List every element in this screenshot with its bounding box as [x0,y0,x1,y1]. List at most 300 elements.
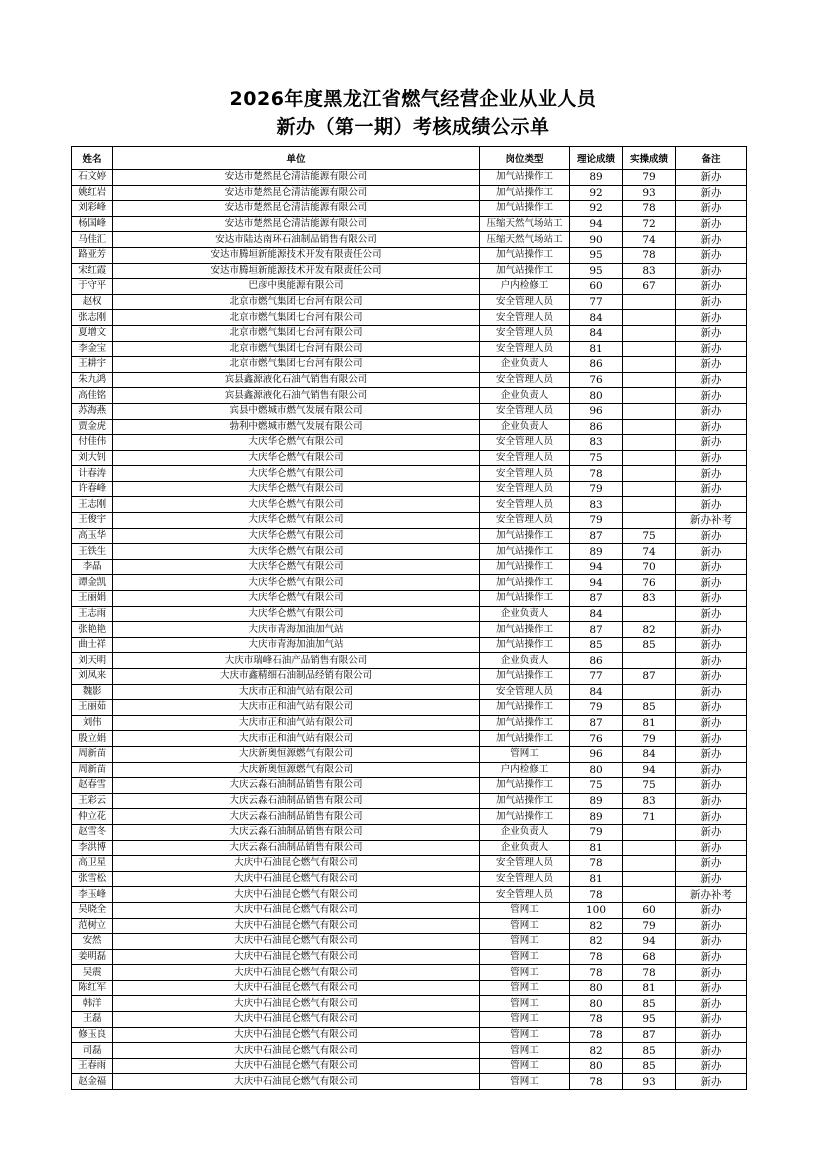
cell-note: 新办 [676,637,747,653]
cell-name: 刘大钊 [72,450,113,466]
cell-unit: 大庆市瑞峰石油产品销售有限公司 [113,653,480,669]
cell-theory-score: 83 [570,497,623,513]
cell-name: 张志刚 [72,310,113,326]
table-row [72,403,747,419]
cell-note: 新办 [676,481,747,497]
cell-note: 新办补考 [676,513,747,529]
cell-practice-score: 75 [623,528,676,544]
cell-theory-score: 95 [570,263,623,279]
cell-position: 管网工 [480,918,570,934]
cell-theory-score: 83 [570,435,623,451]
cell-unit: 安达市腾垣新能源技术开发有限责任公司 [113,263,480,279]
cell-practice-score: 74 [623,544,676,560]
cell-unit: 大庆中石油昆仑燃气有限公司 [113,934,480,950]
cell-note: 新办 [676,544,747,560]
cell-note: 新办 [676,669,747,685]
table-row [72,715,747,731]
table-row [72,996,747,1012]
cell-practice-score [623,294,676,310]
cell-position: 安全管理人员 [480,294,570,310]
table-row [72,949,747,965]
cell-name: 王丽娟 [72,591,113,607]
cell-position: 加气站操作工 [480,544,570,560]
cell-name: 司磊 [72,1043,113,1059]
cell-practice-score: 83 [623,793,676,809]
cell-unit: 大庆中石油昆仑燃气有限公司 [113,980,480,996]
table-row [72,778,747,794]
cell-unit: 大庆华仑燃气有限公司 [113,466,480,482]
cell-note: 新办 [676,606,747,622]
cell-theory-score: 81 [570,871,623,887]
cell-note: 新办 [676,232,747,248]
table-row [72,575,747,591]
cell-theory-score: 82 [570,918,623,934]
cell-practice-score [623,419,676,435]
cell-position: 压缩天然气场站工 [480,232,570,248]
score-table [71,146,747,1090]
cell-name: 刘伟 [72,715,113,731]
cell-position: 安全管理人员 [480,435,570,451]
cell-theory-score: 84 [570,684,623,700]
cell-theory-score: 87 [570,715,623,731]
table-row [72,294,747,310]
cell-unit: 安达市楚然昆仑清洁能源有限公司 [113,170,480,186]
cell-practice-score [623,388,676,404]
cell-note: 新办 [676,809,747,825]
cell-theory-score: 87 [570,528,623,544]
table-row [72,622,747,638]
cell-position: 加气站操作工 [480,700,570,716]
cell-practice-score [623,450,676,466]
cell-theory-score: 86 [570,419,623,435]
cell-note: 新办 [676,185,747,201]
cell-position: 管网工 [480,1043,570,1059]
cell-position: 安全管理人员 [480,481,570,497]
cell-theory-score: 79 [570,700,623,716]
cell-name: 魏影 [72,684,113,700]
cell-position: 安全管理人员 [480,450,570,466]
cell-unit: 大庆华仑燃气有限公司 [113,528,480,544]
header-practice-score: 实操成绩 [623,147,676,170]
table-row [72,871,747,887]
cell-name: 姜明磊 [72,949,113,965]
cell-position: 管网工 [480,902,570,918]
cell-note: 新办 [676,528,747,544]
cell-unit: 北京市燃气集团七台河有限公司 [113,341,480,357]
cell-name: 王磊 [72,1012,113,1028]
cell-name: 石文婷 [72,170,113,186]
table-row [72,684,747,700]
cell-note: 新办 [676,731,747,747]
cell-practice-score: 81 [623,715,676,731]
cell-position: 安全管理人员 [480,466,570,482]
table-row [72,216,747,232]
cell-unit: 大庆新奥恒源燃气有限公司 [113,746,480,762]
cell-practice-score: 79 [623,918,676,934]
cell-unit: 大庆华仑燃气有限公司 [113,497,480,513]
cell-practice-score [623,606,676,622]
cell-position: 企业负责人 [480,824,570,840]
cell-practice-score [623,856,676,872]
cell-theory-score: 75 [570,778,623,794]
table-row [72,528,747,544]
cell-theory-score: 94 [570,559,623,575]
cell-note: 新办 [676,388,747,404]
cell-theory-score: 86 [570,653,623,669]
cell-name: 李洪博 [72,840,113,856]
table-row [72,669,747,685]
cell-unit: 大庆中石油昆仑燃气有限公司 [113,871,480,887]
cell-position: 安全管理人员 [480,871,570,887]
cell-theory-score: 76 [570,372,623,388]
table-row [72,372,747,388]
cell-practice-score: 72 [623,216,676,232]
cell-name: 夏增文 [72,325,113,341]
cell-name: 王志雨 [72,606,113,622]
cell-name: 赵金福 [72,1074,113,1090]
cell-name: 刘凤来 [72,669,113,685]
cell-practice-score: 78 [623,201,676,217]
cell-name: 于守平 [72,279,113,295]
cell-note: 新办 [676,1043,747,1059]
cell-unit: 宾县鑫源液化石油气销售有限公司 [113,372,480,388]
table-row [72,637,747,653]
cell-note: 新办 [676,403,747,419]
cell-note: 新办 [676,762,747,778]
cell-unit: 巴彦中奥能源有限公司 [113,279,480,295]
cell-unit: 大庆市正和油气站有限公司 [113,715,480,731]
cell-unit: 北京市燃气集团七台河有限公司 [113,310,480,326]
cell-practice-score [623,481,676,497]
cell-name: 陈红军 [72,980,113,996]
cell-theory-score: 90 [570,232,623,248]
cell-theory-score: 77 [570,294,623,310]
cell-practice-score: 83 [623,263,676,279]
table-row [72,450,747,466]
cell-position: 管网工 [480,1074,570,1090]
table-row [72,325,747,341]
cell-note: 新办 [676,279,747,295]
cell-theory-score: 87 [570,622,623,638]
cell-theory-score: 77 [570,669,623,685]
cell-theory-score: 85 [570,637,623,653]
cell-position: 管网工 [480,746,570,762]
cell-name: 苏海燕 [72,403,113,419]
cell-note: 新办 [676,591,747,607]
cell-practice-score [623,435,676,451]
cell-note: 新办 [676,466,747,482]
table-row [72,1012,747,1028]
cell-unit: 安达市楚然昆仑清洁能源有限公司 [113,216,480,232]
cell-unit: 安达市楚然昆仑清洁能源有限公司 [113,185,480,201]
cell-name: 周新苗 [72,746,113,762]
cell-position: 加气站操作工 [480,185,570,201]
cell-name: 周新苗 [72,762,113,778]
cell-position: 户内检修工 [480,279,570,295]
cell-practice-score [623,653,676,669]
table-row [72,793,747,809]
cell-theory-score: 80 [570,762,623,778]
cell-name: 高玉华 [72,528,113,544]
cell-position: 管网工 [480,965,570,981]
cell-position: 管网工 [480,934,570,950]
cell-unit: 大庆华仑燃气有限公司 [113,559,480,575]
cell-theory-score: 78 [570,949,623,965]
cell-position: 加气站操作工 [480,669,570,685]
cell-theory-score: 84 [570,325,623,341]
cell-note: 新办 [676,497,747,513]
table-row [72,980,747,996]
table-row [72,232,747,248]
cell-practice-score [623,840,676,856]
cell-practice-score: 85 [623,1043,676,1059]
cell-theory-score: 84 [570,310,623,326]
cell-practice-score: 68 [623,949,676,965]
cell-unit: 大庆市鑫精细石油制品经销有限公司 [113,669,480,685]
table-row [72,856,747,872]
cell-theory-score: 82 [570,934,623,950]
cell-name: 高卫星 [72,856,113,872]
cell-name: 王春雨 [72,1058,113,1074]
table-row [72,934,747,950]
cell-position: 安全管理人员 [480,341,570,357]
cell-theory-score: 80 [570,388,623,404]
cell-note: 新办 [676,700,747,716]
cell-theory-score: 81 [570,840,623,856]
cell-note: 新办 [676,934,747,950]
cell-theory-score: 89 [570,170,623,186]
cell-practice-score [623,684,676,700]
cell-theory-score: 80 [570,980,623,996]
cell-unit: 大庆市正和油气站有限公司 [113,700,480,716]
cell-theory-score: 80 [570,996,623,1012]
cell-unit: 安达市腾垣新能源技术开发有限责任公司 [113,247,480,263]
cell-name: 谭金凯 [72,575,113,591]
cell-practice-score: 84 [623,746,676,762]
cell-name: 朱九鸿 [72,372,113,388]
cell-practice-score: 83 [623,591,676,607]
cell-unit: 大庆中石油昆仑燃气有限公司 [113,1012,480,1028]
cell-unit: 大庆中石油昆仑燃气有限公司 [113,856,480,872]
cell-note: 新办 [676,435,747,451]
document-title-line2: 新办（第一期）考核成绩公示单 [276,116,550,138]
cell-unit: 大庆中石油昆仑燃气有限公司 [113,1043,480,1059]
cell-theory-score: 82 [570,1043,623,1059]
cell-position: 加气站操作工 [480,591,570,607]
table-row [72,559,747,575]
table-row [72,310,747,326]
cell-position: 安全管理人员 [480,325,570,341]
table-row [72,809,747,825]
table-row [72,1074,747,1090]
cell-position: 安全管理人员 [480,856,570,872]
cell-practice-score: 78 [623,247,676,263]
cell-name: 王彩云 [72,793,113,809]
cell-unit: 大庆市正和油气站有限公司 [113,731,480,747]
cell-practice-score: 85 [623,700,676,716]
cell-unit: 勃利中燃城市燃气发展有限公司 [113,419,480,435]
cell-position: 安全管理人员 [480,887,570,903]
cell-practice-score [623,357,676,373]
cell-unit: 大庆华仑燃气有限公司 [113,591,480,607]
cell-note: 新办 [676,996,747,1012]
cell-practice-score [623,341,676,357]
cell-note: 新办 [676,856,747,872]
cell-name: 张艳艳 [72,622,113,638]
cell-note: 新办 [676,450,747,466]
cell-note: 新办补考 [676,887,747,903]
cell-name: 殷立娟 [72,731,113,747]
cell-practice-score: 75 [623,778,676,794]
cell-practice-score: 71 [623,809,676,825]
cell-practice-score: 93 [623,185,676,201]
table-row [72,591,747,607]
table-row [72,840,747,856]
table-body [72,170,747,1090]
cell-theory-score: 75 [570,450,623,466]
cell-name: 仲立花 [72,809,113,825]
cell-practice-score: 94 [623,934,676,950]
cell-practice-score: 70 [623,559,676,575]
cell-note: 新办 [676,1027,747,1043]
cell-unit: 大庆华仑燃气有限公司 [113,606,480,622]
cell-theory-score: 81 [570,341,623,357]
document-title-line1: 2026年度黑龙江省燃气经营企业从业人员 [229,88,597,110]
cell-unit: 大庆中石油昆仑燃气有限公司 [113,996,480,1012]
cell-note: 新办 [676,201,747,217]
cell-theory-score: 86 [570,357,623,373]
cell-name: 张雪松 [72,871,113,887]
cell-unit: 宾县鑫源液化石油气销售有限公司 [113,388,480,404]
cell-position: 加气站操作工 [480,247,570,263]
table-header-row [72,147,747,170]
cell-note: 新办 [676,746,747,762]
cell-position: 加气站操作工 [480,809,570,825]
cell-practice-score [623,466,676,482]
cell-unit: 大庆华仑燃气有限公司 [113,481,480,497]
cell-name: 吴晓全 [72,902,113,918]
cell-note: 新办 [676,325,747,341]
cell-name: 刘彩峰 [72,201,113,217]
cell-name: 韩洋 [72,996,113,1012]
cell-name: 宋红霞 [72,263,113,279]
cell-unit: 宾县中燃城市燃气发展有限公司 [113,403,480,419]
cell-position: 加气站操作工 [480,263,570,279]
cell-note: 新办 [676,263,747,279]
header-theory-score: 理论成绩 [570,147,623,170]
cell-note: 新办 [676,216,747,232]
cell-unit: 大庆云淼石油制品销售有限公司 [113,809,480,825]
cell-unit: 大庆中石油昆仑燃气有限公司 [113,1074,480,1090]
cell-unit: 大庆华仑燃气有限公司 [113,575,480,591]
table-row [72,746,747,762]
cell-position: 加气站操作工 [480,778,570,794]
cell-position: 企业负责人 [480,840,570,856]
cell-theory-score: 76 [570,731,623,747]
table-row [72,279,747,295]
cell-theory-score: 89 [570,793,623,809]
cell-note: 新办 [676,684,747,700]
cell-practice-score: 85 [623,637,676,653]
cell-theory-score: 92 [570,185,623,201]
cell-unit: 大庆华仑燃气有限公司 [113,450,480,466]
cell-practice-score [623,497,676,513]
cell-unit: 大庆云淼石油制品销售有限公司 [113,793,480,809]
cell-position: 企业负责人 [480,606,570,622]
cell-unit: 大庆华仑燃气有限公司 [113,513,480,529]
cell-practice-score [623,325,676,341]
cell-theory-score: 79 [570,824,623,840]
table-row [72,513,747,529]
cell-position: 安全管理人员 [480,310,570,326]
cell-practice-score [623,887,676,903]
cell-position: 安全管理人员 [480,513,570,529]
cell-note: 新办 [676,622,747,638]
cell-practice-score: 79 [623,731,676,747]
cell-theory-score: 79 [570,513,623,529]
cell-note: 新办 [676,949,747,965]
cell-position: 安全管理人员 [480,372,570,388]
table-row [72,762,747,778]
cell-note: 新办 [676,980,747,996]
header-position: 岗位类型 [480,147,570,170]
cell-theory-score: 84 [570,606,623,622]
cell-theory-score: 95 [570,247,623,263]
cell-position: 加气站操作工 [480,622,570,638]
table-row [72,700,747,716]
table-row [72,824,747,840]
cell-unit: 北京市燃气集团七台河有限公司 [113,325,480,341]
cell-name: 路亚芳 [72,247,113,263]
cell-theory-score: 89 [570,544,623,560]
table-row [72,1027,747,1043]
table-row [72,1043,747,1059]
table-row [72,731,747,747]
cell-note: 新办 [676,372,747,388]
cell-note: 新办 [676,419,747,435]
cell-theory-score: 78 [570,1074,623,1090]
cell-note: 新办 [676,1058,747,1074]
cell-position: 加气站操作工 [480,793,570,809]
cell-unit: 大庆中石油昆仑燃气有限公司 [113,949,480,965]
cell-unit: 安达市楚然昆仑清洁能源有限公司 [113,201,480,217]
cell-practice-score: 67 [623,279,676,295]
cell-position: 加气站操作工 [480,170,570,186]
cell-position: 安全管理人员 [480,684,570,700]
cell-practice-score [623,372,676,388]
cell-theory-score: 94 [570,216,623,232]
table-row [72,653,747,669]
cell-position: 管网工 [480,980,570,996]
cell-position: 户内检修工 [480,762,570,778]
cell-practice-score [623,824,676,840]
table-row [72,419,747,435]
table-row [72,263,747,279]
cell-theory-score: 78 [570,887,623,903]
table-row [72,918,747,934]
cell-unit: 大庆中石油昆仑燃气有限公司 [113,965,480,981]
cell-position: 管网工 [480,1058,570,1074]
cell-unit: 大庆华仑燃气有限公司 [113,544,480,560]
cell-note: 新办 [676,824,747,840]
cell-practice-score: 60 [623,902,676,918]
cell-note: 新办 [676,247,747,263]
cell-note: 新办 [676,653,747,669]
cell-position: 加气站操作工 [480,731,570,747]
cell-name: 范树立 [72,918,113,934]
cell-position: 加气站操作工 [480,559,570,575]
table-row [72,435,747,451]
